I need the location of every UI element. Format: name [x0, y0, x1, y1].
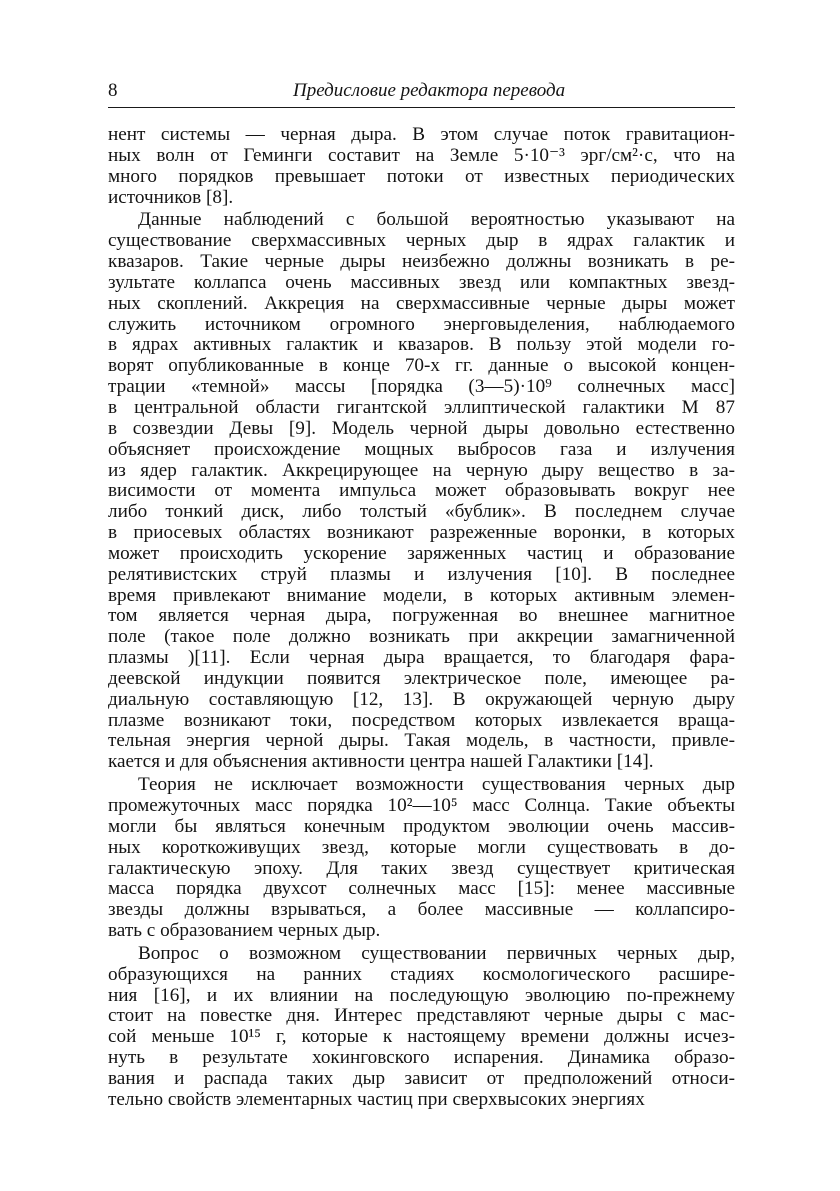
text-line: Данные наблюдений с большой вероятностью указывают на [138, 209, 735, 231]
text-line: ворят опубликованные в конце 70-х гг. данные о высокой концен- [108, 355, 735, 377]
text-line: тельная энергия черной дыры. Такая модель, в частности, привле- [108, 730, 735, 752]
paragraph [108, 775, 735, 942]
paragraph [108, 125, 735, 208]
text-line: в ядрах активных галактик и квазаров. В пользу этой модели го- [108, 334, 735, 356]
text-line: диальную составляющую [12, 13]. В окружающей черную дыру [108, 688, 735, 710]
text-line: сой меньше 10¹⁵ г, которые к настоящему времени должны исчез- [108, 1026, 735, 1048]
text-line: плазмы )[11]. Если черная дыра вращается, то благодаря фара- [108, 647, 735, 669]
paragraph [108, 210, 735, 773]
text-line: кается и для объяснения активности центра нашей Галактики [14]. [108, 751, 654, 773]
text-line: много порядков превышает потоки от известных периодических [108, 165, 735, 187]
text-line: нент системы — черная дыра. В этом случае поток гравитацион- [108, 124, 735, 145]
text-line: ных короткоживущих звезд, которые могли существовать в до- [108, 836, 735, 858]
text-line: деевской индукции появится электрическое поле, имеющее ра- [108, 667, 735, 689]
text-line: поле (такое поле должно возникать при аккреции замагниченной [108, 626, 735, 648]
text-line: висимости от момента импульса может образовывать вокруг нее [108, 480, 735, 502]
text-line: тельно свойств элементарных частиц при сверхвысоких энергиях [108, 1088, 645, 1110]
text-line: в приосевых областях возникают разреженные воронки, в которых [108, 522, 735, 544]
text-line: трации «темной» массы [порядка (3—5)·10⁹ солнечных масс] [108, 376, 735, 398]
header-rule [108, 107, 735, 108]
text-line: ных волн от Геминги составит на Земле 5·10⁻³ эрг/см²·с, что на [108, 144, 735, 166]
text-line: вать с образованием черных дыр. [108, 920, 381, 942]
text-line: том является черная дыра, погруженная во внешнее магнитное [108, 605, 735, 627]
text-line: могли бы являться конечным продуктом эволюции очень массив- [108, 815, 735, 837]
paragraph [108, 944, 735, 1111]
text-line: источников [8]. [108, 186, 234, 208]
text-line: в центральной области гигантской эллиптической галактики М 87 [108, 396, 735, 418]
text-line: стоит на повестке дня. Интерес представляют черные дыры с мас- [108, 1005, 735, 1027]
page-header [108, 80, 735, 106]
text-line: нуть в результате хокинговского испарения. Динамика образо- [108, 1047, 735, 1069]
text-line: квазаров. Такие черные дыры неизбежно должны возникать в ре- [108, 251, 735, 273]
body-text [108, 125, 735, 1111]
text-line: существование сверхмассивных черных дыр в ядрах галактик и [108, 230, 735, 252]
text-line: образующихся на ранних стадиях космологического расшире- [108, 963, 735, 985]
text-line: зультате коллапса очень массивных звезд или компактных звезд- [108, 271, 735, 293]
text-line: либо тонкий диск, либо толстый «бублик». В последнем случае [108, 501, 735, 523]
text-line: релятивистских струй плазмы и излучения [10]. В последнее [108, 563, 735, 585]
text-line: ния [16], и их влиянии на последующую эволюцию по-прежнему [108, 984, 735, 1006]
text-line: Вопрос о возможном существовании первичных черных дыр, [138, 942, 735, 964]
text-line: звезды должны взрываться, а более массивные — коллапсиро- [108, 899, 735, 921]
text-line: объясняет происхождение мощных выбросов газа и излучения [108, 438, 735, 460]
text-line: служить источником огромного энерговыделения, наблюдаемого [108, 313, 735, 335]
text-line: масса порядка двухсот солнечных масс [15]: менее массивные [108, 878, 735, 900]
text-line: из ядер галактик. Аккрецирующее на черную дыру вещество в за- [108, 459, 735, 481]
text-line: вания и распада таких дыр зависит от предположений относи- [108, 1067, 735, 1089]
page-number: 8 [108, 80, 118, 101]
text-line: плазме возникают токи, посредством которых извлекается враща- [108, 709, 735, 731]
text-line: ных скоплений. Аккреция на сверхмассивные черные дыры может [108, 292, 735, 314]
text-line: в созвездии Девы [9]. Модель черной дыры довольно естественно [108, 417, 735, 439]
text-line: время привлекают внимание модели, в которых активным элемен- [108, 584, 735, 606]
text-line: может происходить ускорение заряженных частиц и образование [108, 542, 735, 564]
text-line: галактическую эпоху. Для таких звезд существует критическая [108, 857, 735, 879]
text-line: промежуточных масс порядка 10²—10⁵ масс Солнца. Такие объекты [108, 795, 735, 816]
text-line: Теория не исключает возможности существования черных дыр [138, 774, 735, 796]
running-title: Предисловие редактора перевода [293, 80, 566, 101]
